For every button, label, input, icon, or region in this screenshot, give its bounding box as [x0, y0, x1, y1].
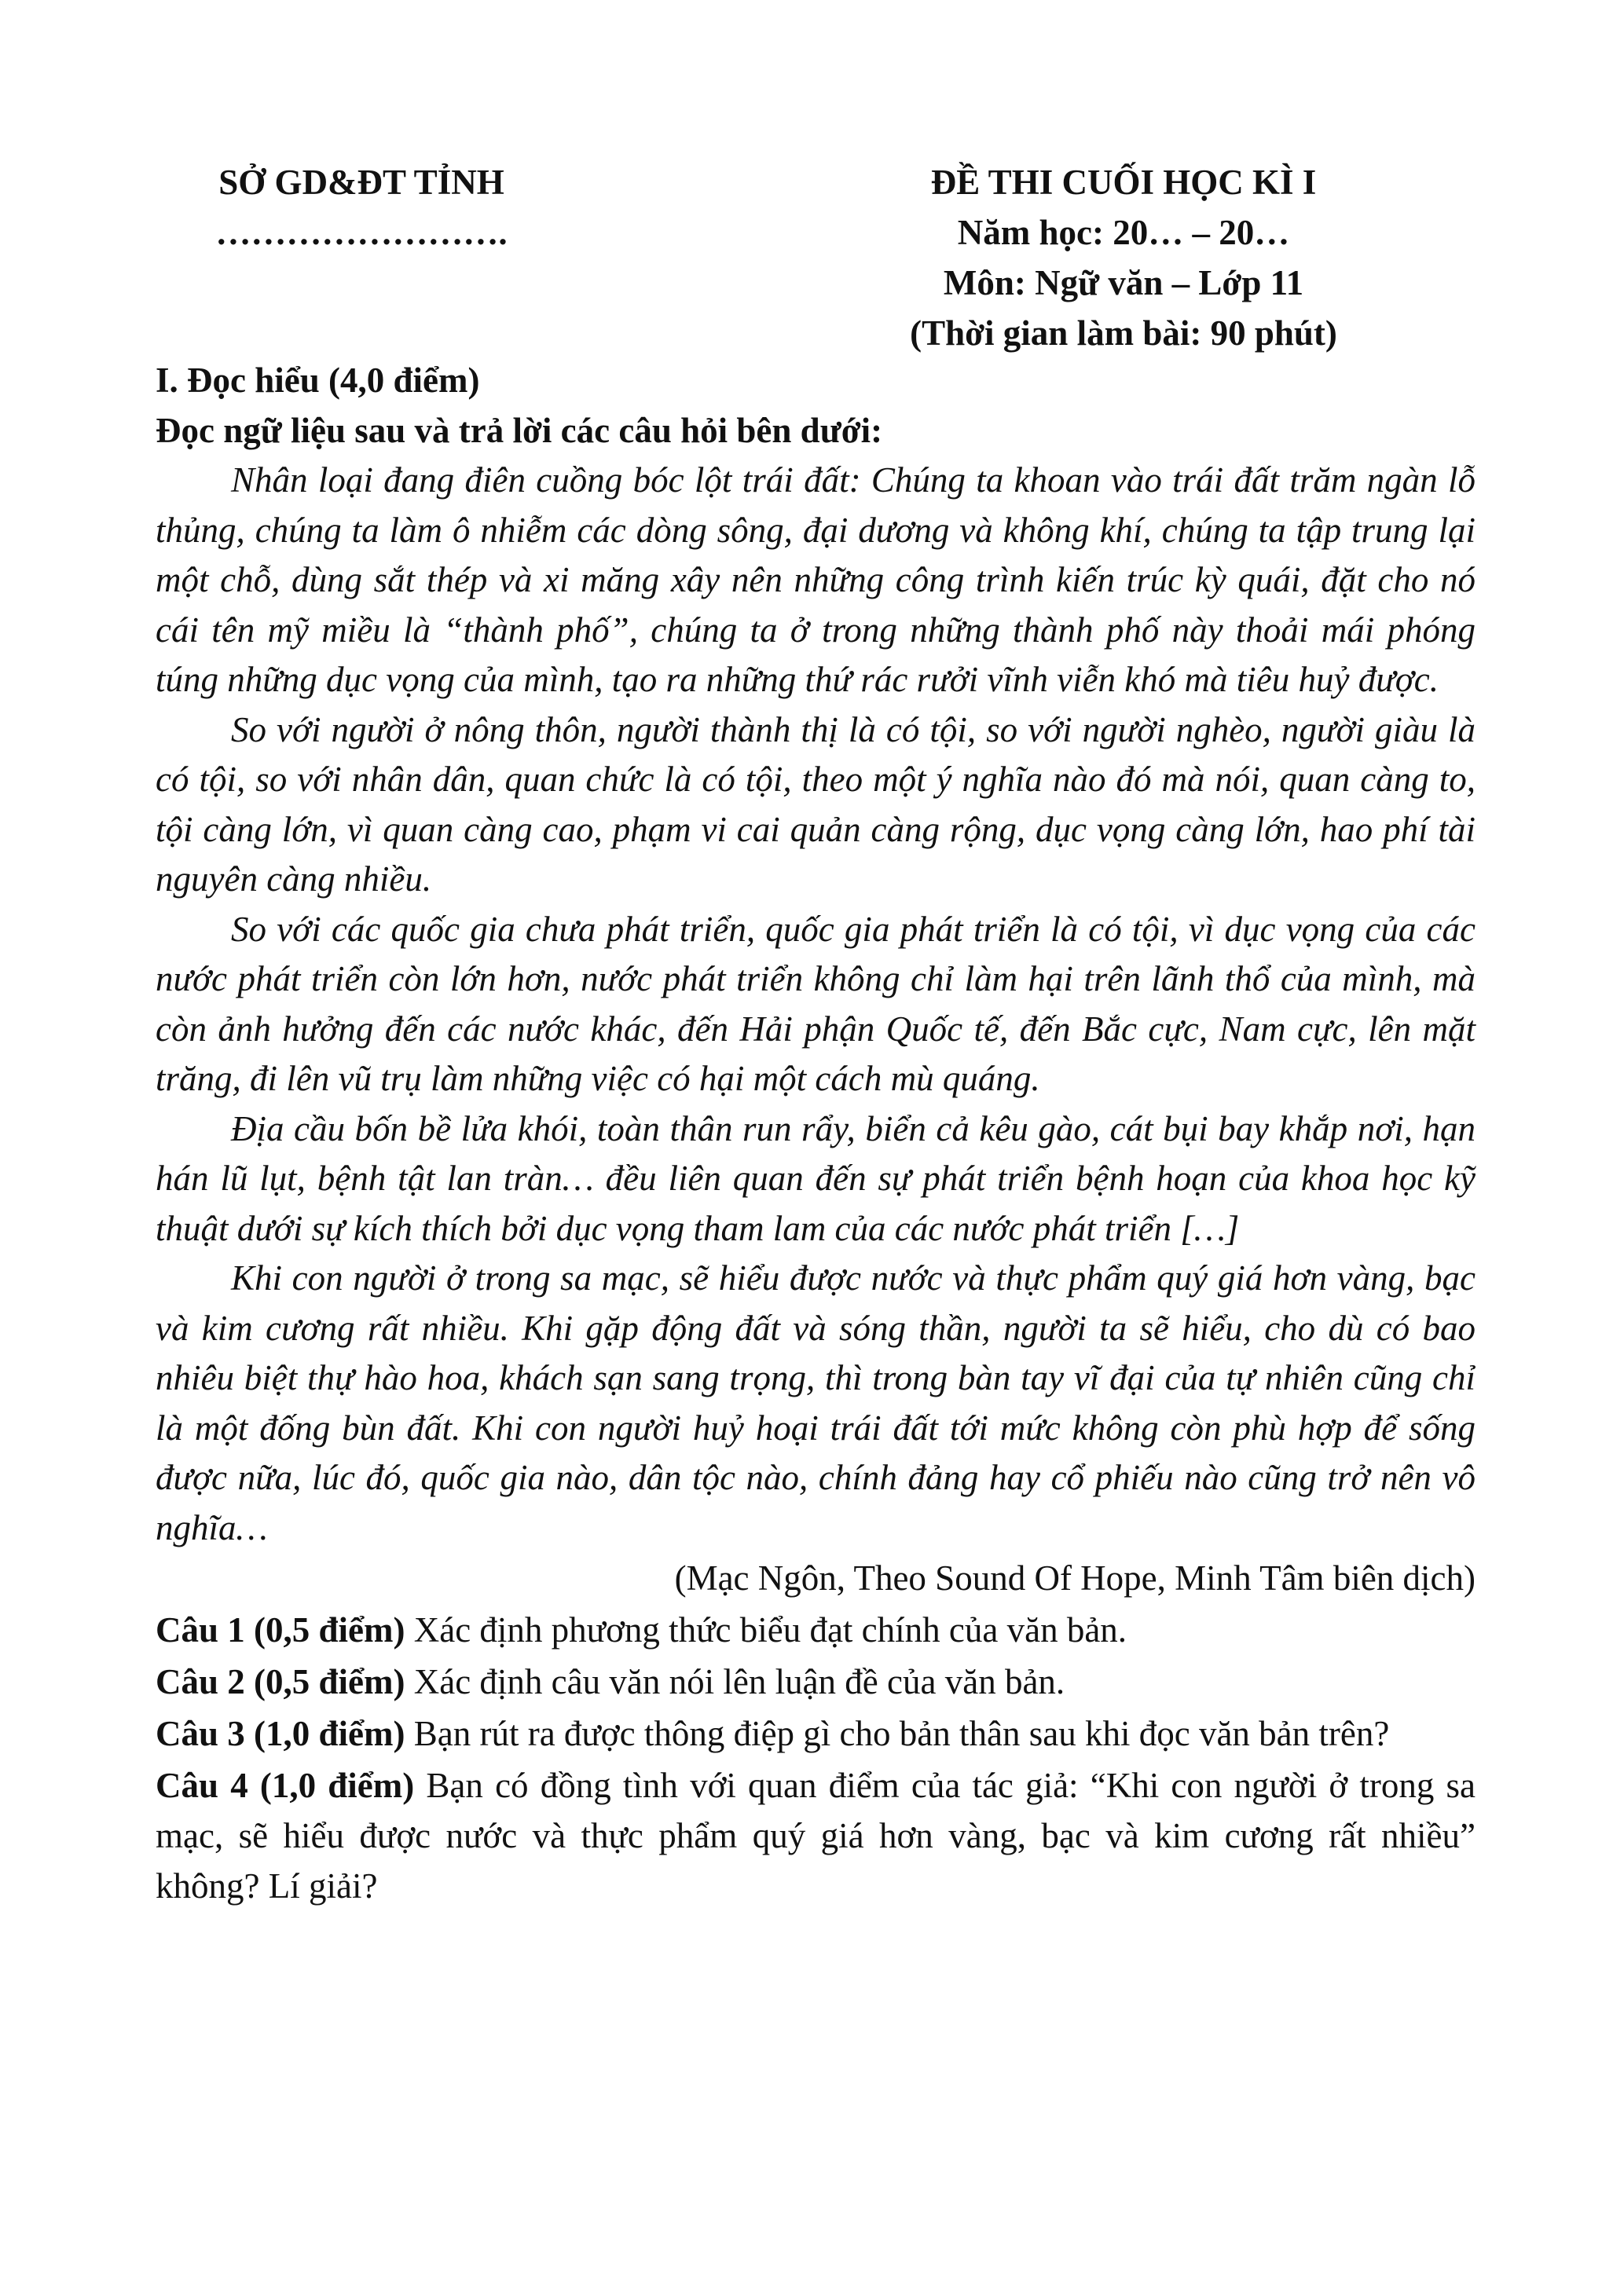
question-text: Xác định câu văn nói lên luận đề của văn bản. [405, 1662, 1065, 1701]
question-text: Xác định phương thức biểu đạt chính của văn bản. [405, 1610, 1127, 1650]
reading-instruction: Đọc ngữ liệu sau và trả lời các câu hỏi bên dưới: [156, 411, 883, 450]
exam-title: ĐỀ THI CUỐI HỌC KÌ I [930, 163, 1317, 202]
question-text: Bạn có đồng tình với quan điểm của tác giả: “Khi con người ở trong sa mạc, sẽ hiểu được nước và thực phẩm quý giá hơn vàng, bạc và kim cương rất nhiều” không? Lí giải? [156, 1766, 1476, 1906]
passage-paragraph: So với người ở nông thôn, người thành thị là có tội, so với người nghèo, người giàu là có tội, so với nhân dân, quan chức là có tội, theo một ý nghĩa nào đó mà nói, quan càng to, tội càng lớn, vì quan càng cao, phạm vi cai quản càng rộng, dục vọng càng lớn, hao phí tài nguyên càng nhiều. [156, 709, 1476, 899]
duration-line: (Thời gian làm bài: 90 phút) [910, 313, 1337, 353]
question-2 [156, 1657, 1476, 1707]
subject-line: Môn: Ngữ văn – Lớp 11 [943, 263, 1304, 302]
passage-source: (Mạc Ngôn, Theo Sound Of Hope, Minh Tâm biên dịch) [674, 1558, 1476, 1598]
department-dots: ……………………. [215, 213, 508, 252]
school-year: Năm học: 20… – 20… [957, 213, 1290, 252]
question-label: Câu 1 (0,5 điểm) [156, 1610, 405, 1650]
question-text: Bạn rút ra được thông điệp gì cho bản thân sau khi đọc văn bản trên? [405, 1714, 1390, 1753]
reading-passage [156, 456, 1476, 1553]
question-label: Câu 2 (0,5 điểm) [156, 1662, 405, 1701]
question-label: Câu 3 (1,0 điểm) [156, 1714, 405, 1753]
passage-paragraph: Khi con người ở trong sa mạc, sẽ hiểu được nước và thực phẩm quý giá hơn vàng, bạc và kim cương rất nhiều. Khi gặp động đất và sóng thần, người ta sẽ hiểu, cho dù có bao nhiêu biệt thự hào hoa, khách sạn sang trọng, thì trong bàn tay vĩ đại của tự nhiên cũng chỉ là một đống bùn đất. Khi con người huỷ hoại trái đất tới mức không còn phù hợp để sống được nữa, lúc đó, quốc gia nào, dân tộc nào, chính đảng hay cổ phiếu nào cũng trở nên vô nghĩa… [156, 1258, 1476, 1547]
department-name: SỞ GD&ĐT TỈNH [218, 163, 504, 202]
section-heading: I. Đọc hiểu (4,0 điểm) [156, 361, 480, 400]
passage-paragraph: So với các quốc gia chưa phát triển, quốc gia phát triển là có tội, vì dục vọng của các nước phát triển còn lớn hơn, nước phát triển không chỉ làm hại trên lãnh thổ của mình, mà còn ảnh hưởng đến các nước khác, đến Hải phận Quốc tế, đến Bắc cực, Nam cực, lên mặt trăng, đi lên vũ trụ làm những việc có hại một cách mù quáng. [156, 909, 1476, 1098]
question-4 [156, 1760, 1476, 1911]
department-header [157, 157, 566, 258]
exam-header [864, 157, 1383, 358]
question-label: Câu 4 (1,0 điểm) [156, 1766, 415, 1805]
question-1 [156, 1605, 1476, 1655]
question-3 [156, 1708, 1476, 1759]
passage-paragraph: Nhân loại đang điên cuồng bóc lột trái đất: Chúng ta khoan vào trái đất trăm ngàn lỗ thủng, chúng ta làm ô nhiễm các dòng sông, đại dương và không khí, chúng ta tập trung lại một chỗ, dùng sắt thép và xi măng xây nên những công trình kiến trúc kỳ quái, đặt cho nó cái tên mỹ miều là “thành phố”, chúng ta ở trong những thành phố này thoải mái phóng túng những dục vọng của mình, tạo ra những thứ rác rưởi vĩnh viễn khó mà tiêu huỷ được. [156, 460, 1476, 699]
exam-body [156, 355, 1476, 1911]
passage-paragraph: Địa cầu bốn bề lửa khói, toàn thân run rẩy, biển cả kêu gào, cát bụi bay khắp nơi, hạn hán lũ lụt, bệnh tật lan tràn… đều liên quan đến sự phát triển bệnh hoạn của khoa học kỹ thuật dưới sự kích thích bởi dục vọng tham lam của các nước phát triển […] [156, 1108, 1476, 1248]
